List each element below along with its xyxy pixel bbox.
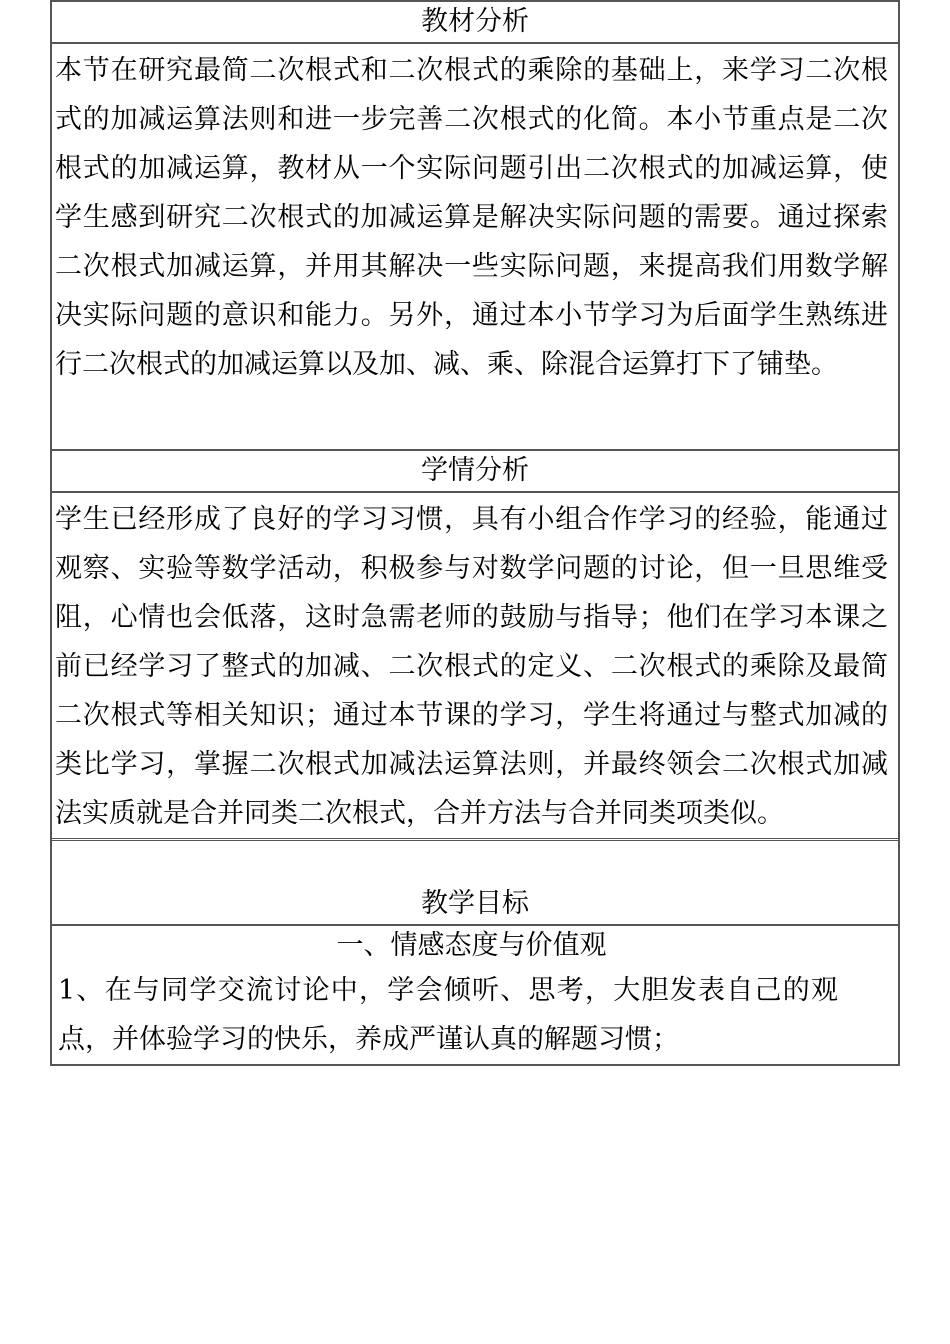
section-body-textbook-analysis xyxy=(52,44,898,449)
lesson-plan-table xyxy=(50,0,900,1066)
section-heading-textbook-analysis: 教材分析 xyxy=(52,0,898,44)
section-heading-teaching-objectives xyxy=(52,838,898,926)
textbook-analysis-paragraph: 本节在研究最简二次根式和二次根式的乘除的基础上，来学习二次根式的加减运算法则和进一步完善二次根式的化简。本小节重点是二次根式的加减运算，教材从一个实际问题引出二次根式的加减运算，使学生感到研究二次根式的加减运算是解决实际问题的需要。通过探索二次根式加减运算，并用其解决一些实际问题，来提高我们用数学解决实际问题的意识和能力。另外，通过本小节学习为后面学生熟练进行二次根式的加减运算以及加、减、乘、除混合运算打下了铺垫。 xyxy=(55,55,888,380)
objectives-subheading: 一、情感态度与价值观 xyxy=(336,930,607,961)
spacer xyxy=(55,389,888,449)
teaching-objectives-title: 教学目标 xyxy=(421,888,529,919)
section-body-student-analysis xyxy=(52,493,898,838)
objective-item: 1、在与同学交流讨论中，学会倾听、思考，大胆发表自己的观点，并体验学习的快乐，养成严谨认真的解题习惯； xyxy=(58,975,838,1055)
section-heading-student-analysis: 学情分析 xyxy=(52,449,898,493)
section-body-teaching-objectives xyxy=(52,926,898,1066)
student-analysis-paragraph: 学生已经形成了良好的学习习惯，具有小组合作学习的经验，能通过观察、实验等数学活动，积极参与对数学问题的讨论，但一旦思维受阻，心情也会低落，这时急需老师的鼓励与指导；他们在学习本课之前已经学习了整式的加减、二次根式的定义、二次根式的乘除及最简二次根式等相关知识；通过本节课的学习，学生将通过与整式加减的类比学习，掌握二次根式加减法运算法则，并最终领会二次根式加减法实质就是合并同类二次根式，合并方法与合并同类项类似。 xyxy=(55,504,888,829)
